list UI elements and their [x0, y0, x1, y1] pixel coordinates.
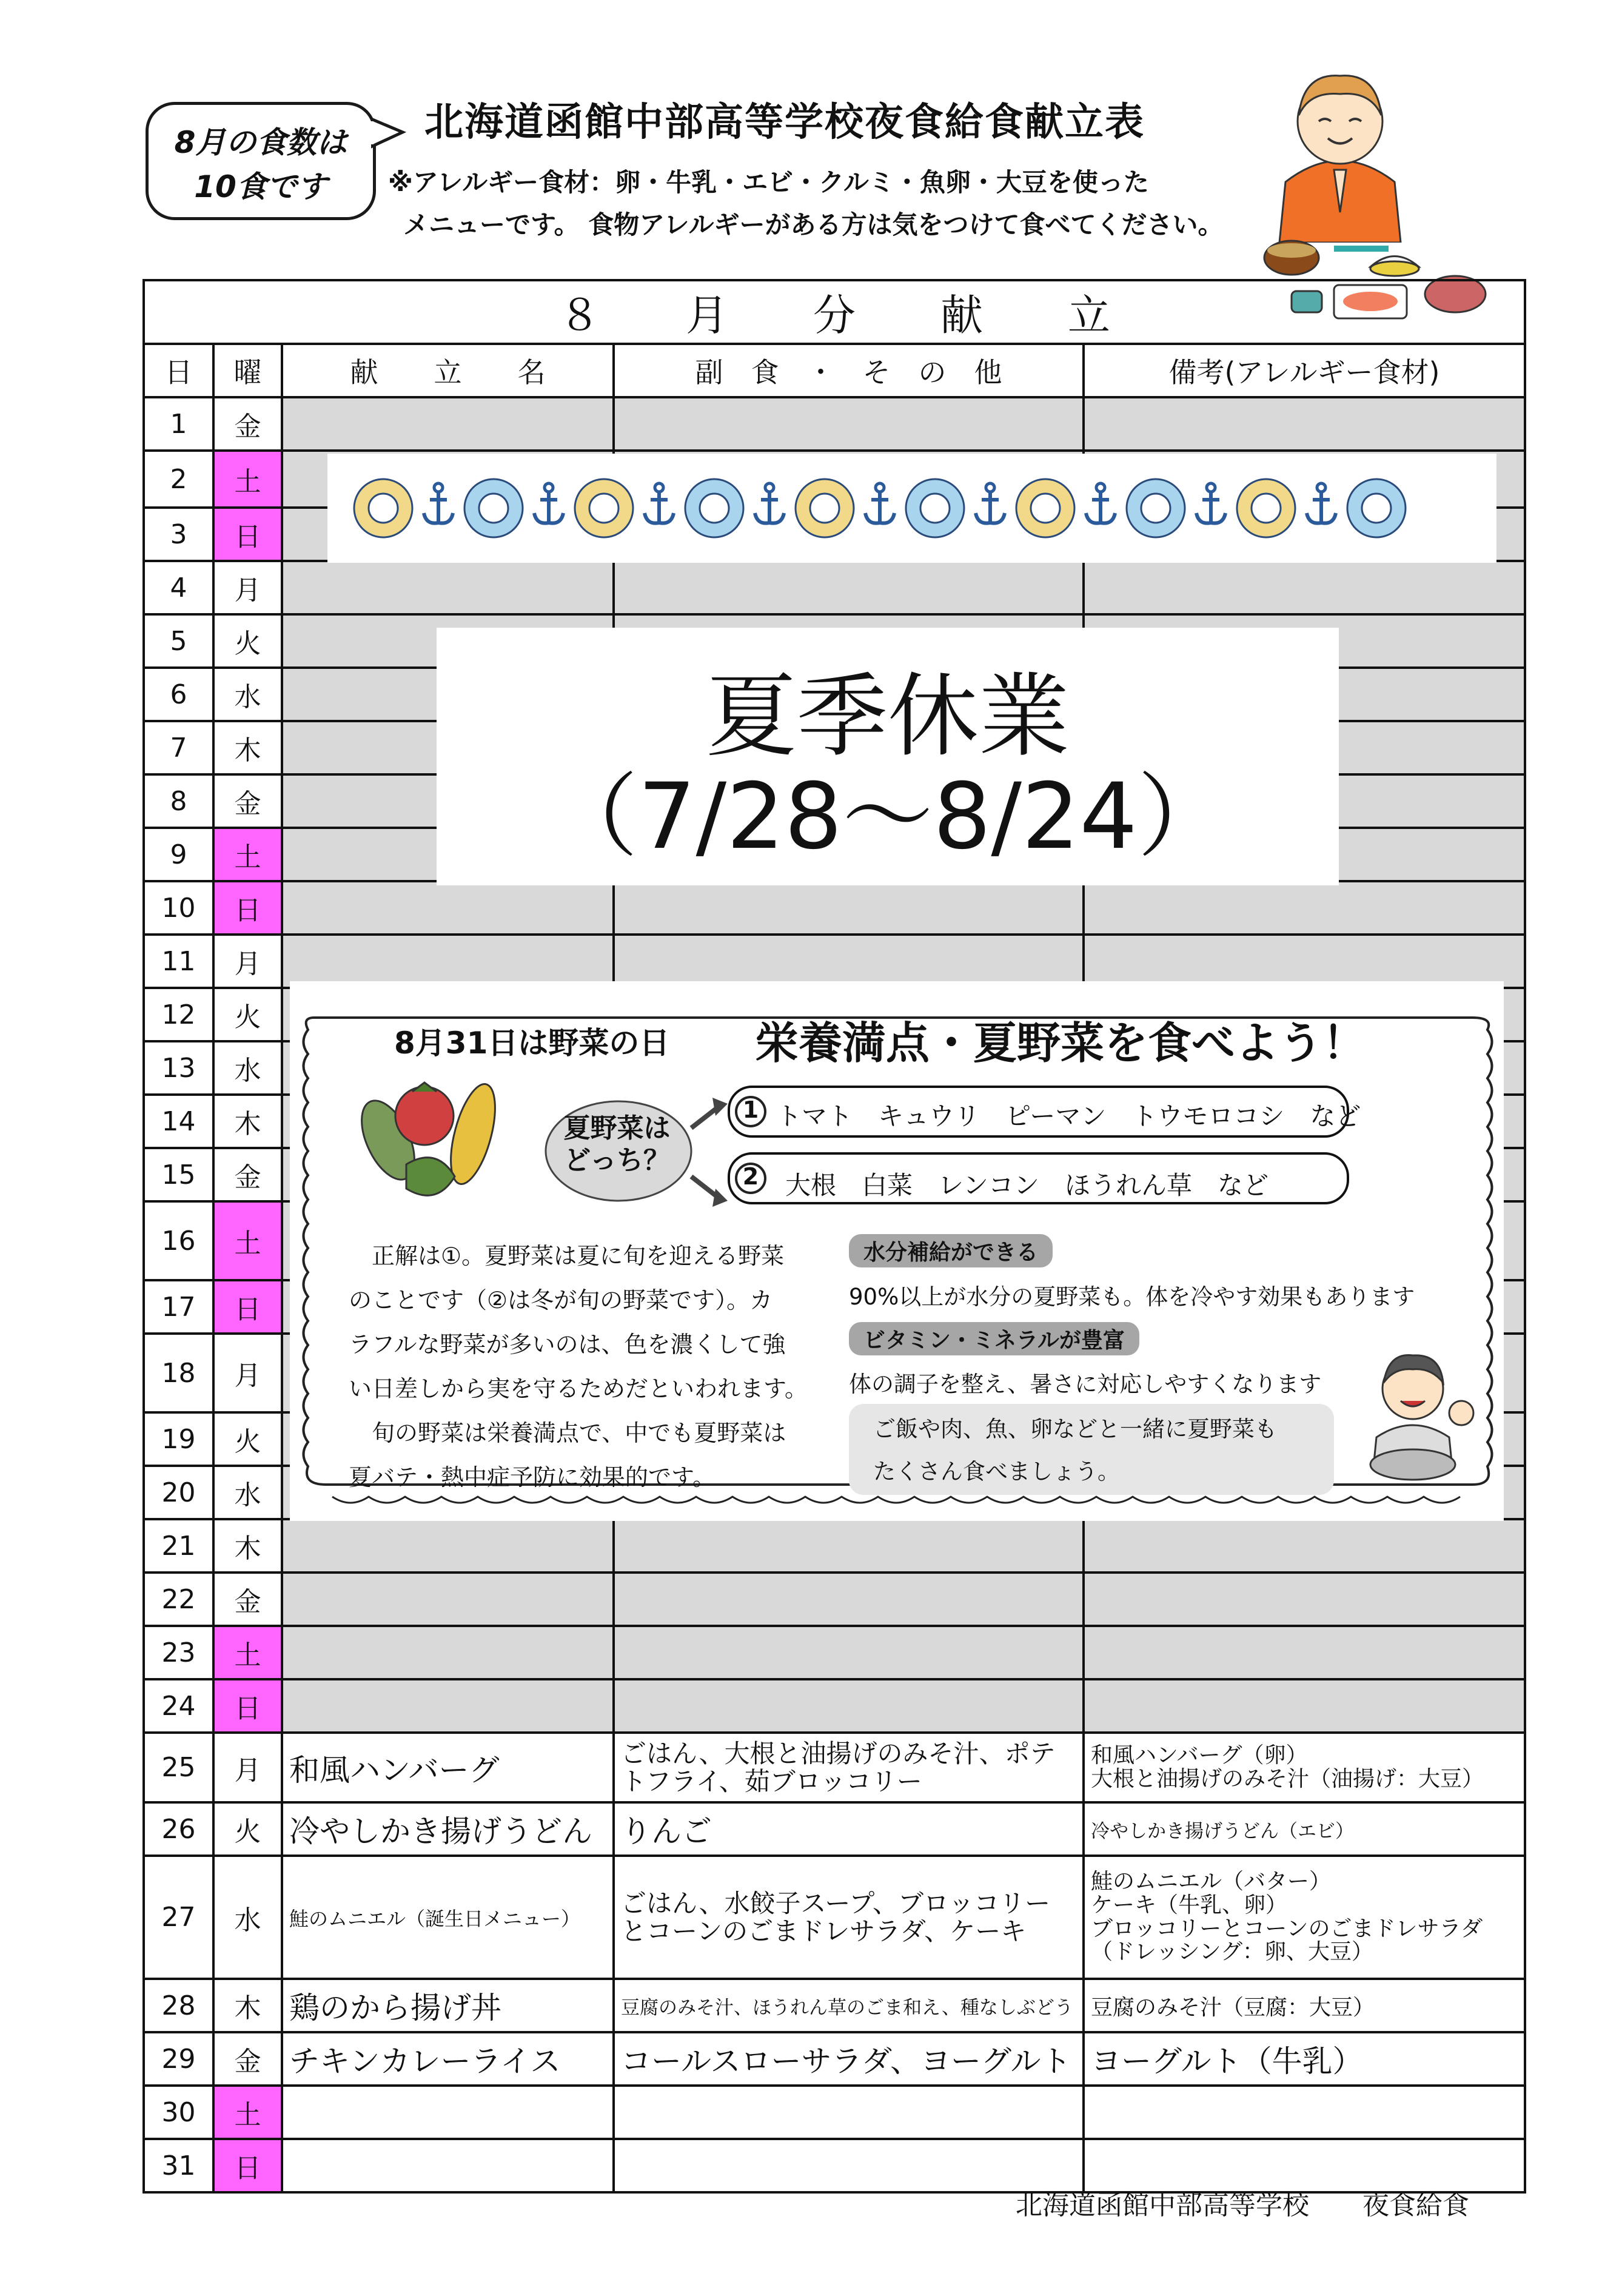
allergen-notes-cell [1084, 881, 1525, 935]
day-cell: 30 [144, 2086, 213, 2139]
table-row [144, 935, 1525, 988]
question-line1: 夏野菜は [563, 1113, 671, 1144]
column-header-row [144, 344, 1525, 397]
menu-name-cell: チキンカレーライス [282, 2032, 614, 2086]
allergen-notes-cell [1084, 1519, 1525, 1573]
weekday-cell: 水 [213, 1466, 282, 1519]
side-dish-cell [614, 561, 1084, 614]
menu-name-cell [282, 935, 614, 988]
anchor-icon [755, 483, 784, 523]
closing-message [873, 1408, 1277, 1493]
anchor-icon [865, 483, 894, 523]
col-header-notes: 備考(アレルギー食材) [1084, 344, 1525, 397]
question-text [552, 1113, 682, 1177]
table-row [144, 1679, 1525, 1733]
side-dish-cell [614, 1519, 1084, 1573]
weekday-cell: 土 [213, 828, 282, 881]
table-row [144, 397, 1525, 451]
life-ring-icon [906, 479, 964, 537]
allergen-note-line: ケーキ（牛乳、卵） [1091, 1892, 1288, 1918]
footer-school-name: 北海道函館中部高等学校 夜食給食 [1016, 2190, 1469, 2221]
side-dish-cell [614, 1733, 1084, 1802]
paragraph-line: ラフルな野菜が多いのは、色を濃くして強 [349, 1331, 786, 1358]
day-cell: 20 [144, 1466, 213, 1519]
day-cell: 6 [144, 668, 213, 721]
day-cell: 19 [144, 1412, 213, 1466]
day-cell: 10 [144, 881, 213, 935]
life-ring-icon [354, 479, 412, 537]
table-row [144, 1626, 1525, 1679]
table-heading: ８ 月 分 献 立 [144, 280, 1525, 344]
day-cell: 29 [144, 2032, 213, 2086]
weekday-cell: 火 [213, 1412, 282, 1466]
anchor-icon [534, 483, 563, 523]
col-header-weekday: 曜 [213, 344, 282, 397]
menu-name-cell: 鶏のから揚げ丼 [282, 1979, 614, 2032]
day-cell: 21 [144, 1519, 213, 1573]
weekday-cell: 日 [213, 1280, 282, 1334]
weekday-cell: 火 [213, 614, 282, 668]
allergen-notes-cell [1084, 1573, 1525, 1626]
benefit-text-vitamins: 体の調子を整え、暑さに対応しやすくなります [849, 1371, 1322, 1397]
weekday-cell: 水 [213, 668, 282, 721]
menu-name-cell [282, 1626, 614, 1679]
menu-name-cell: 鮭のムニエル（誕生日メニュー） [282, 1856, 614, 1979]
table-row [144, 1802, 1525, 1856]
allergen-note-line: 和風ハンバーグ（卵） [1091, 1742, 1308, 1768]
weekday-cell: 土 [213, 1626, 282, 1679]
allergen-notes-cell [1084, 1679, 1525, 1733]
table-row [144, 1733, 1525, 1802]
paragraph-line: 夏バテ・熱中症予防に効果的です。 [349, 1464, 715, 1491]
table-row [144, 881, 1525, 935]
life-ring-icon [1127, 479, 1185, 537]
weekday-cell: 月 [213, 561, 282, 614]
day-cell: 7 [144, 721, 213, 774]
side-dish-cell: コールスローサラダ、ヨーグルト [614, 2032, 1084, 2086]
table-heading-row [144, 280, 1525, 344]
anchor-decoration-strip [327, 454, 1496, 563]
weekday-cell: 日 [213, 2139, 282, 2192]
paragraph-line: 旬の野菜は栄養満点で、中でも夏野菜は [349, 1420, 786, 1446]
side-dish-cell [614, 881, 1084, 935]
life-ring-icon [1347, 479, 1406, 537]
day-cell: 22 [144, 1573, 213, 1626]
side-dish-cell: りんご [614, 1802, 1084, 1856]
vegetable-day-slogan: 栄養満点・夏野菜を食べよう！ [755, 1018, 1367, 1069]
table-row [144, 2032, 1525, 2086]
menu-name-cell [282, 2139, 614, 2192]
closing-line2: たくさん食べましょう。 [873, 1458, 1120, 1485]
menu-name-cell [282, 1573, 614, 1626]
vacation-dates: （7/28～8/24） [547, 764, 1228, 870]
table-row [144, 1519, 1525, 1573]
allergen-notes-cell [1084, 2086, 1525, 2139]
side-dish-cell [614, 1573, 1084, 1626]
allergy-note-line2: メニューです。 食物アレルギーがある方は気をつけて食べてください。 [403, 210, 1224, 240]
table-row [144, 1856, 1525, 1979]
life-ring-icon [464, 479, 523, 537]
page-title: 北海道函館中部高等学校夜食給食献立表 [424, 100, 1145, 145]
side-dish-cell [614, 1856, 1084, 1979]
day-cell: 24 [144, 1679, 213, 1733]
day-cell: 25 [144, 1733, 213, 1802]
meal-count-line2: 10食です [194, 169, 327, 204]
side-dish-cell [614, 1626, 1084, 1679]
day-cell: 8 [144, 774, 213, 828]
day-cell: 26 [144, 1802, 213, 1856]
weekday-cell: 金 [213, 1148, 282, 1201]
anchor-icon [645, 483, 674, 523]
table-row [144, 2086, 1525, 2139]
weekday-cell: 金 [213, 2032, 282, 2086]
side-dish-cell [614, 935, 1084, 988]
weekday-cell: 金 [213, 774, 282, 828]
anchor-icon [976, 483, 1005, 523]
day-cell: 11 [144, 935, 213, 988]
table-row [144, 1573, 1525, 1626]
menu-name-cell [282, 1519, 614, 1573]
allergen-note-line: 大根と油揚げのみそ汁（油揚げ：大豆） [1091, 1766, 1484, 1791]
weekday-cell: 月 [213, 1733, 282, 1802]
weekday-cell: 日 [213, 1679, 282, 1733]
day-cell: 1 [144, 397, 213, 451]
speech-bubble-tail [371, 115, 407, 152]
side-dish-cell [614, 2139, 1084, 2192]
mascot-illustration [1249, 61, 1431, 243]
allergy-note-line1: ※アレルギー食材：卵・牛乳・エビ・クルミ・魚卵・大豆を使った [388, 167, 1149, 197]
allergen-note-line: 鮭のムニエル（バター） [1091, 1868, 1332, 1894]
side-dish-line: ごはん、水餃子スープ、ブロッコリー [621, 1888, 1051, 1919]
allergen-notes-cell [1084, 1733, 1525, 1802]
day-cell: 5 [144, 614, 213, 668]
life-ring-icon [575, 479, 633, 537]
side-dish-cell [614, 1679, 1084, 1733]
side-dish-cell [614, 397, 1084, 451]
day-cell: 15 [144, 1148, 213, 1201]
closing-line1: ご飯や肉、魚、卵などと一緒に夏野菜も [873, 1416, 1277, 1442]
menu-name-cell [282, 1679, 614, 1733]
weekday-cell: 水 [213, 1041, 282, 1095]
weekday-cell: 火 [213, 1802, 282, 1856]
menu-name-cell [282, 561, 614, 614]
paragraph-line: い日差しから実を守るためだといわれます。 [349, 1375, 808, 1402]
benefit-tag-hydration: 水分補給ができる [849, 1234, 1053, 1267]
table-row [144, 561, 1525, 614]
benefit-text-hydration: 90%以上が水分の夏野菜も。体を冷やす効果もあります [849, 1284, 1415, 1310]
day-cell: 31 [144, 2139, 213, 2192]
day-cell: 9 [144, 828, 213, 881]
menu-name-cell [282, 2086, 614, 2139]
menu-name-cell: 冷やしかき揚げうどん [282, 1802, 614, 1856]
allergen-notes-cell: 豆腐のみそ汁（豆腐：大豆） [1084, 1979, 1525, 2032]
weekday-cell: 土 [213, 1201, 282, 1280]
col-header-menu: 献 立 名 [282, 344, 614, 397]
weekday-cell: 土 [213, 2086, 282, 2139]
option1-text: トマト キュウリ ピーマン トウモロコシ など [776, 1101, 1361, 1131]
meal-count-line1: 8月の食数は [174, 125, 347, 160]
option2-number: 2 [742, 1163, 759, 1190]
weekday-cell: 木 [213, 1519, 282, 1573]
weekday-cell: 月 [213, 935, 282, 988]
weekday-cell: 火 [213, 988, 282, 1041]
allergen-notes-cell [1084, 935, 1525, 988]
question-line2: どっち？ [563, 1144, 671, 1176]
day-cell: 23 [144, 1626, 213, 1679]
day-cell: 28 [144, 1979, 213, 2032]
weekday-cell: 木 [213, 1095, 282, 1148]
allergen-notes-cell [1084, 561, 1525, 614]
table-row [144, 1979, 1525, 2032]
day-cell: 18 [144, 1334, 213, 1412]
day-cell: 14 [144, 1095, 213, 1148]
day-cell: 27 [144, 1856, 213, 1979]
allergen-notes-cell: ヨーグルト（牛乳） [1084, 2032, 1525, 2086]
anchor-icon [424, 483, 453, 523]
day-cell: 12 [144, 988, 213, 1041]
paragraph-line: 正解は①。夏野菜は夏に旬を迎える野菜 [349, 1243, 785, 1269]
day-cell: 4 [144, 561, 213, 614]
weekday-cell: 日 [213, 881, 282, 935]
col-header-day: 日 [144, 344, 213, 397]
explanation-paragraph [349, 1234, 808, 1500]
menu-name-cell [282, 397, 614, 451]
allergen-note-line: （ドレッシング：卵、大豆） [1091, 1939, 1374, 1965]
weekday-cell: 金 [213, 397, 282, 451]
benefit-tag-vitamins: ビタミン・ミネラルが豊富 [849, 1322, 1139, 1355]
vegetable-day-heading: 8月31日は野菜の日 [394, 1025, 670, 1061]
allergen-note-line: ブロッコリーとコーンのごまドレサラダ [1091, 1916, 1483, 1941]
side-dish-cell [614, 2086, 1084, 2139]
side-dish-line: とコーンのごまドレサラダ、ケーキ [621, 1916, 1027, 1946]
life-ring-icon [1237, 479, 1295, 537]
day-cell: 2 [144, 451, 213, 508]
vegetables-illustration [346, 1073, 528, 1207]
option1-number: 1 [742, 1096, 759, 1123]
day-cell: 17 [144, 1280, 213, 1334]
weekday-cell: 金 [213, 1573, 282, 1626]
allergen-notes-cell: 冷やしかき揚げうどん（エビ） [1084, 1802, 1525, 1856]
life-ring-anchor-pattern [327, 454, 1496, 563]
day-cell: 16 [144, 1201, 213, 1280]
child-eating-illustration [1352, 1346, 1480, 1486]
menu-name-cell: 和風ハンバーグ [282, 1733, 614, 1802]
life-ring-icon [1016, 479, 1074, 537]
anchor-icon [1196, 483, 1225, 523]
weekday-cell: 木 [213, 1979, 282, 2032]
day-cell: 13 [144, 1041, 213, 1095]
vacation-title: 夏季休業 [705, 664, 1070, 770]
menu-name-cell [282, 881, 614, 935]
allergen-notes-cell [1084, 397, 1525, 451]
paragraph-line: のことです（②は冬が旬の野菜です）。カ [349, 1287, 773, 1314]
col-header-side: 副 食 ・ そ の 他 [614, 344, 1084, 397]
weekday-cell: 月 [213, 1334, 282, 1412]
anchor-icon [1086, 483, 1115, 523]
arrow-icons [685, 1092, 734, 1213]
weekday-cell: 木 [213, 721, 282, 774]
anchor-icon [1307, 483, 1336, 523]
side-dish-cell: 豆腐のみそ汁、ほうれん草のごま和え、種なしぶどう [614, 1979, 1084, 2032]
side-dish-line: トフライ、茹ブロッコリー [621, 1766, 922, 1796]
day-cell: 3 [144, 508, 213, 561]
weekday-cell: 日 [213, 508, 282, 561]
allergen-notes-cell [1084, 1626, 1525, 1679]
weekday-cell: 土 [213, 451, 282, 508]
option2-text: 大根 白菜 レンコン ほうれん草 など [785, 1170, 1268, 1200]
life-ring-icon [685, 479, 743, 537]
side-dish-line: ごはん、大根と油揚げのみそ汁、ポテ [621, 1739, 1056, 1769]
weekday-cell: 水 [213, 1856, 282, 1979]
allergen-notes-cell [1084, 1856, 1525, 1979]
life-ring-icon [796, 479, 854, 537]
